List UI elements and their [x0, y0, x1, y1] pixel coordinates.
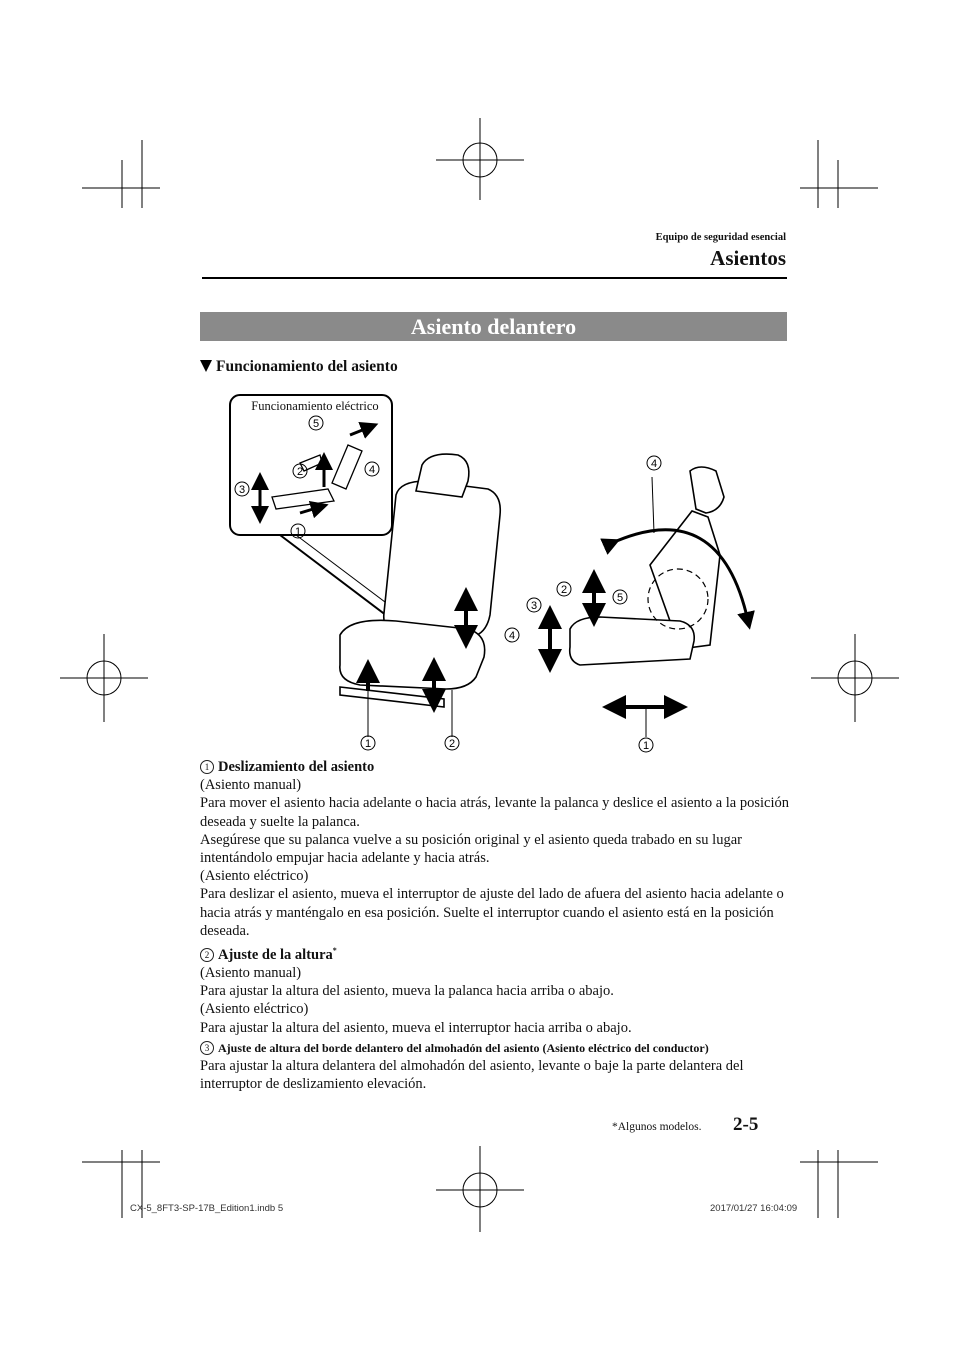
svg-text:2: 2	[296, 466, 304, 478]
svg-text:5: 5	[312, 418, 320, 430]
print-date: 2017/01/27 16:04:09	[710, 1203, 798, 1214]
section-banner: Asiento delantero	[200, 312, 787, 341]
item-2-line: (Asiento manual)	[200, 965, 302, 982]
item-1-line: Para deslizar el asiento, mueva el interruptor de ajuste del lado de afuera del asiento hacia adelante o hacia atrás y manténgalo en esa posición. Suelte el interruptor cuando el asiento está en la posición deseada.	[200, 886, 784, 939]
svg-text:3: 3	[530, 600, 538, 612]
svg-text:4: 4	[508, 630, 516, 642]
callout-2-icon: 2	[200, 948, 214, 962]
svg-text:3: 3	[238, 484, 246, 496]
subheading	[200, 358, 398, 376]
header-section: Equipo de seguridad esencial	[655, 232, 786, 243]
print-file: CX-5_8FT3-SP-17B_Edition1.indb 5	[130, 1203, 284, 1214]
header-rule	[202, 277, 787, 279]
svg-text:4: 4	[368, 464, 376, 476]
item-2-line: Para ajustar la altura del asiento, mueva el interruptor hacia arriba o abajo.	[200, 1019, 632, 1036]
item-2-heading: 2 Ajuste de la altura*	[200, 942, 795, 964]
callout-3-icon: 3	[200, 1041, 214, 1055]
page-number: 2-5	[733, 1114, 759, 1135]
side-seat-drawing	[570, 467, 724, 665]
item-2-line: Para ajustar la altura del asiento, mueva la palanca hacia arriba o abajo.	[200, 983, 614, 1000]
inset-label: Funcionamiento eléctrico	[251, 399, 379, 413]
item-1-line: (Asiento manual)	[200, 777, 302, 794]
seat-figure	[200, 385, 800, 755]
item-3-line: Para ajustar la altura delantera del almohadón del asiento, levante o baje la parte delantera del interruptor de deslizamiento elevación.	[200, 1058, 744, 1093]
item-1-line: Asegúrese que su palanca vuelve a su posición original y el asiento queda trabado en su lugar intentándolo empujar hacia adelante y hacia atrás.	[200, 831, 742, 867]
item-1-line: Para mover el asiento hacia adelante o hacia atrás, levante la palanca y deslice el asiento a la posición deseada y suelte la palanca.	[200, 795, 789, 830]
header-title: Asientos	[710, 246, 786, 270]
item-2-line: (Asiento eléctrico)	[200, 1001, 309, 1018]
footnote: *Algunos modelos.	[612, 1121, 702, 1133]
svg-text:1: 1	[364, 738, 372, 750]
subheading-text: Funcionamiento del asiento	[216, 358, 398, 375]
item-3-heading: 3 Ajuste de altura del borde delantero del almohadón del asiento (Asiento eléctrico del conductor)	[200, 1039, 795, 1057]
svg-text:5: 5	[616, 592, 624, 604]
svg-text:2: 2	[560, 584, 568, 596]
body-text	[200, 758, 795, 1093]
item-1-heading: 1 Deslizamiento del asiento	[200, 758, 795, 776]
item-1-line: (Asiento eléctrico)	[200, 868, 309, 885]
svg-text:1: 1	[642, 740, 650, 752]
svg-text:1: 1	[294, 526, 302, 538]
triangle-bullet-icon	[200, 360, 212, 372]
callout-1-icon: 1	[200, 760, 214, 774]
svg-text:2: 2	[448, 738, 456, 750]
svg-text:4: 4	[650, 458, 658, 470]
